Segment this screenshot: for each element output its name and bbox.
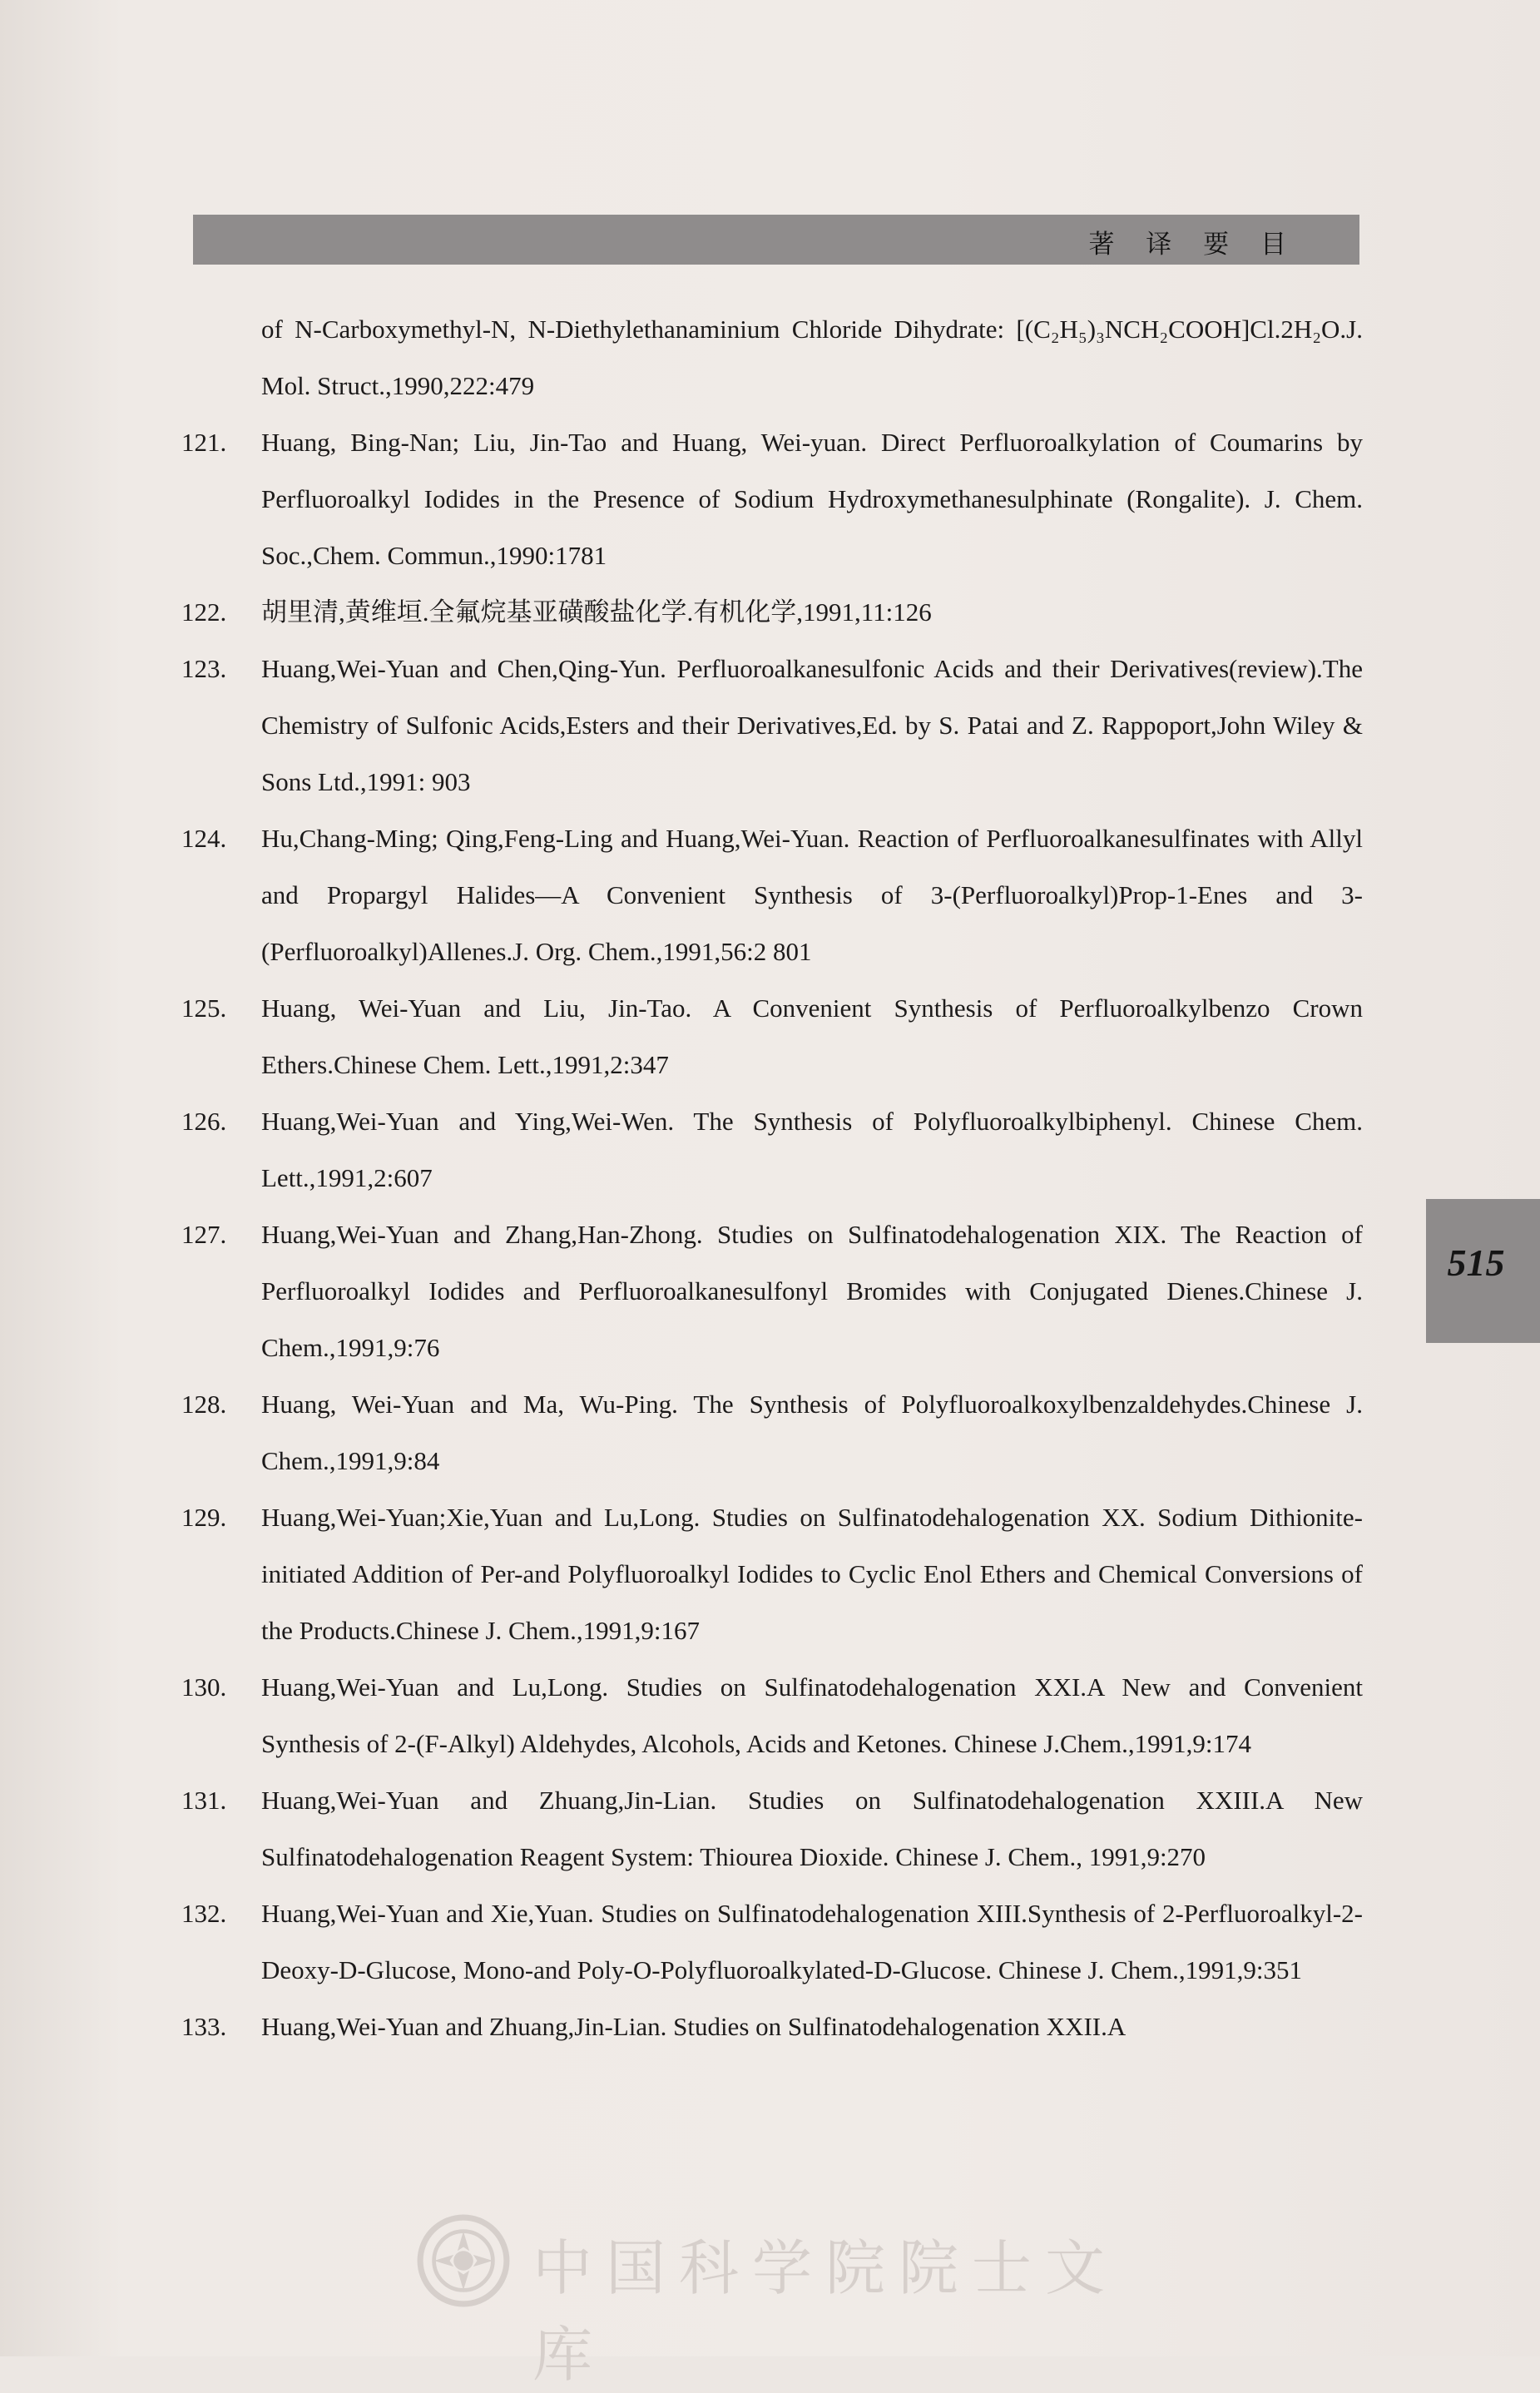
entry-text: Huang,Wei-Yuan and Chen,Qing-Yun. Perfluoroalkanesulfonic Acids and their Derivatives(review).The Chemistry of Sulfonic Acids,Esters and their Derivatives,Ed. by S. Patai and Z. Rappoport,John Wiley & Sons Ltd.,1991: 903 <box>261 654 1363 796</box>
watermark <box>408 2205 1140 2390</box>
list-item <box>181 980 1363 1093</box>
entry-number: 132. <box>181 1899 227 1928</box>
entry-number: 130. <box>181 1672 227 1702</box>
entry-text: Huang,Wei-Yuan and Lu,Long. Studies on Sulfinatodehalogenation XXI.A New and Convenient Synthesis of 2-(F-Alkyl) Aldehydes, Alcohols, Acids and Ketones. Chinese J.Chem.,1991,9:174 <box>261 1672 1363 1758</box>
entry-number: 125. <box>181 993 227 1023</box>
list-item <box>181 1206 1363 1376</box>
reference-list <box>181 301 1363 2055</box>
entry-text: Huang,Wei-Yuan and Zhang,Han-Zhong. Studies on Sulfinatodehalogenation XIX. The Reaction of Perfluoroalkyl Iodides and Perfluoroalkanesulfonyl Bromides with Conjugated Dienes.Chinese J. Chem.,1991,9:76 <box>261 1220 1363 1362</box>
entry-text: Huang, Wei-Yuan and Ma, Wu-Ping. The Synthesis of Polyfluoroalkoxylbenzaldehydes.Chinese J. Chem.,1991,9:84 <box>261 1390 1363 1475</box>
entry-number: 122. <box>181 597 227 627</box>
list-item <box>181 641 1363 810</box>
entry-text: Huang,Wei-Yuan and Zhuang,Jin-Lian. Studies on Sulfinatodehalogenation XXII.A <box>261 2012 1127 2041</box>
entry-number: 129. <box>181 1503 227 1532</box>
page-number-tab <box>1426 1199 1540 1343</box>
running-header <box>193 215 1359 265</box>
list-item <box>181 1999 1363 2055</box>
entry-text: Huang,Wei-Yuan and Xie,Yuan. Studies on Sulfinatodehalogenation XIII.Synthesis of 2-Perfluoroalkyl-2-Deoxy-D-Glucose, Mono-and Poly-O-Polyfluoroalkylated-D-Glucose. Chinese J. Chem.,1991,9:351 <box>261 1899 1363 1984</box>
entry-text: Huang, Bing-Nan; Liu, Jin-Tao and Huang, Wei-yuan. Direct Perfluoroalkylation of Coumarins by Perfluoroalkyl Iodides in the Presence of Sodium Hydroxymethanesulphinate (Rongalite). J. Chem. Soc.,Chem. Commun.,1990:1781 <box>261 428 1363 570</box>
list-item <box>181 810 1363 980</box>
list-item <box>181 1376 1363 1489</box>
entry-number: 131. <box>181 1786 227 1815</box>
list-item <box>181 1093 1363 1206</box>
list-item <box>181 584 1363 641</box>
entry-number: 123. <box>181 654 227 683</box>
list-item <box>181 414 1363 584</box>
list-item <box>181 1659 1363 1772</box>
entry-number: 127. <box>181 1220 227 1249</box>
entry-text: Huang,Wei-Yuan and Ying,Wei-Wen. The Synthesis of Polyfluoroalkylbiphenyl. Chinese Chem. Lett.,1991,2:607 <box>261 1107 1363 1192</box>
entry-text: Huang,Wei-Yuan and Zhuang,Jin-Lian. Studies on Sulfinatodehalogenation XXIII.A New Sulfinatodehalogenation Reagent System: Thiourea Dioxide. Chinese J. Chem., 1991,9:270 <box>261 1786 1363 1871</box>
entry-text: of N-Carboxymethyl-N, N-Diethylethanaminium Chloride Dihydrate: [(C₂H₅)₃NCH₂COOH]Cl.2H₂O.J. Mol. Struct.,1990,222:479 <box>261 315 1363 400</box>
page-number: 515 <box>1447 1241 1505 1284</box>
list-item <box>181 1772 1363 1885</box>
entry-number: 126. <box>181 1107 227 1136</box>
entry-text: Huang, Wei-Yuan and Liu, Jin-Tao. A Convenient Synthesis of Perfluoroalkylbenzo Crown Ethers.Chinese Chem. Lett.,1991,2:347 <box>261 993 1363 1079</box>
entry-text: 胡里清,黄维垣.全氟烷基亚磺酸盐化学.有机化学,1991,11:126 <box>261 597 932 627</box>
academy-seal-icon <box>414 2212 513 2310</box>
list-item <box>181 1489 1363 1659</box>
watermark-text: 中国科学院院士文库 <box>532 2233 1119 2390</box>
entry-number: 128. <box>181 1390 227 1419</box>
entry-number: 133. <box>181 2012 227 2041</box>
entry-number: 124. <box>181 824 227 853</box>
entry-number: 121. <box>181 428 227 457</box>
header-title: 著 译 要 目 <box>1088 230 1298 260</box>
list-item <box>181 301 1363 414</box>
entry-text: Hu,Chang-Ming; Qing,Feng-Ling and Huang,Wei-Yuan. Reaction of Perfluoroalkanesulfinates with Allyl and Propargyl Halides—A Convenient Synthesis of 3-(Perfluoroalkyl)Prop-1-Enes and 3-(Perfluoroalkyl)Allenes.J. Org. Chem.,1991,56:2 801 <box>261 824 1363 966</box>
entry-text: Huang,Wei-Yuan;Xie,Yuan and Lu,Long. Studies on Sulfinatodehalogenation XX. Sodium Dithionite-initiated Addition of Per-and Polyfluoroalkyl Iodides to Cyclic Enol Ethers and Chemical Conversions of the Products.Chinese J. Chem.,1991,9:167 <box>261 1503 1363 1645</box>
list-item <box>181 1885 1363 1999</box>
